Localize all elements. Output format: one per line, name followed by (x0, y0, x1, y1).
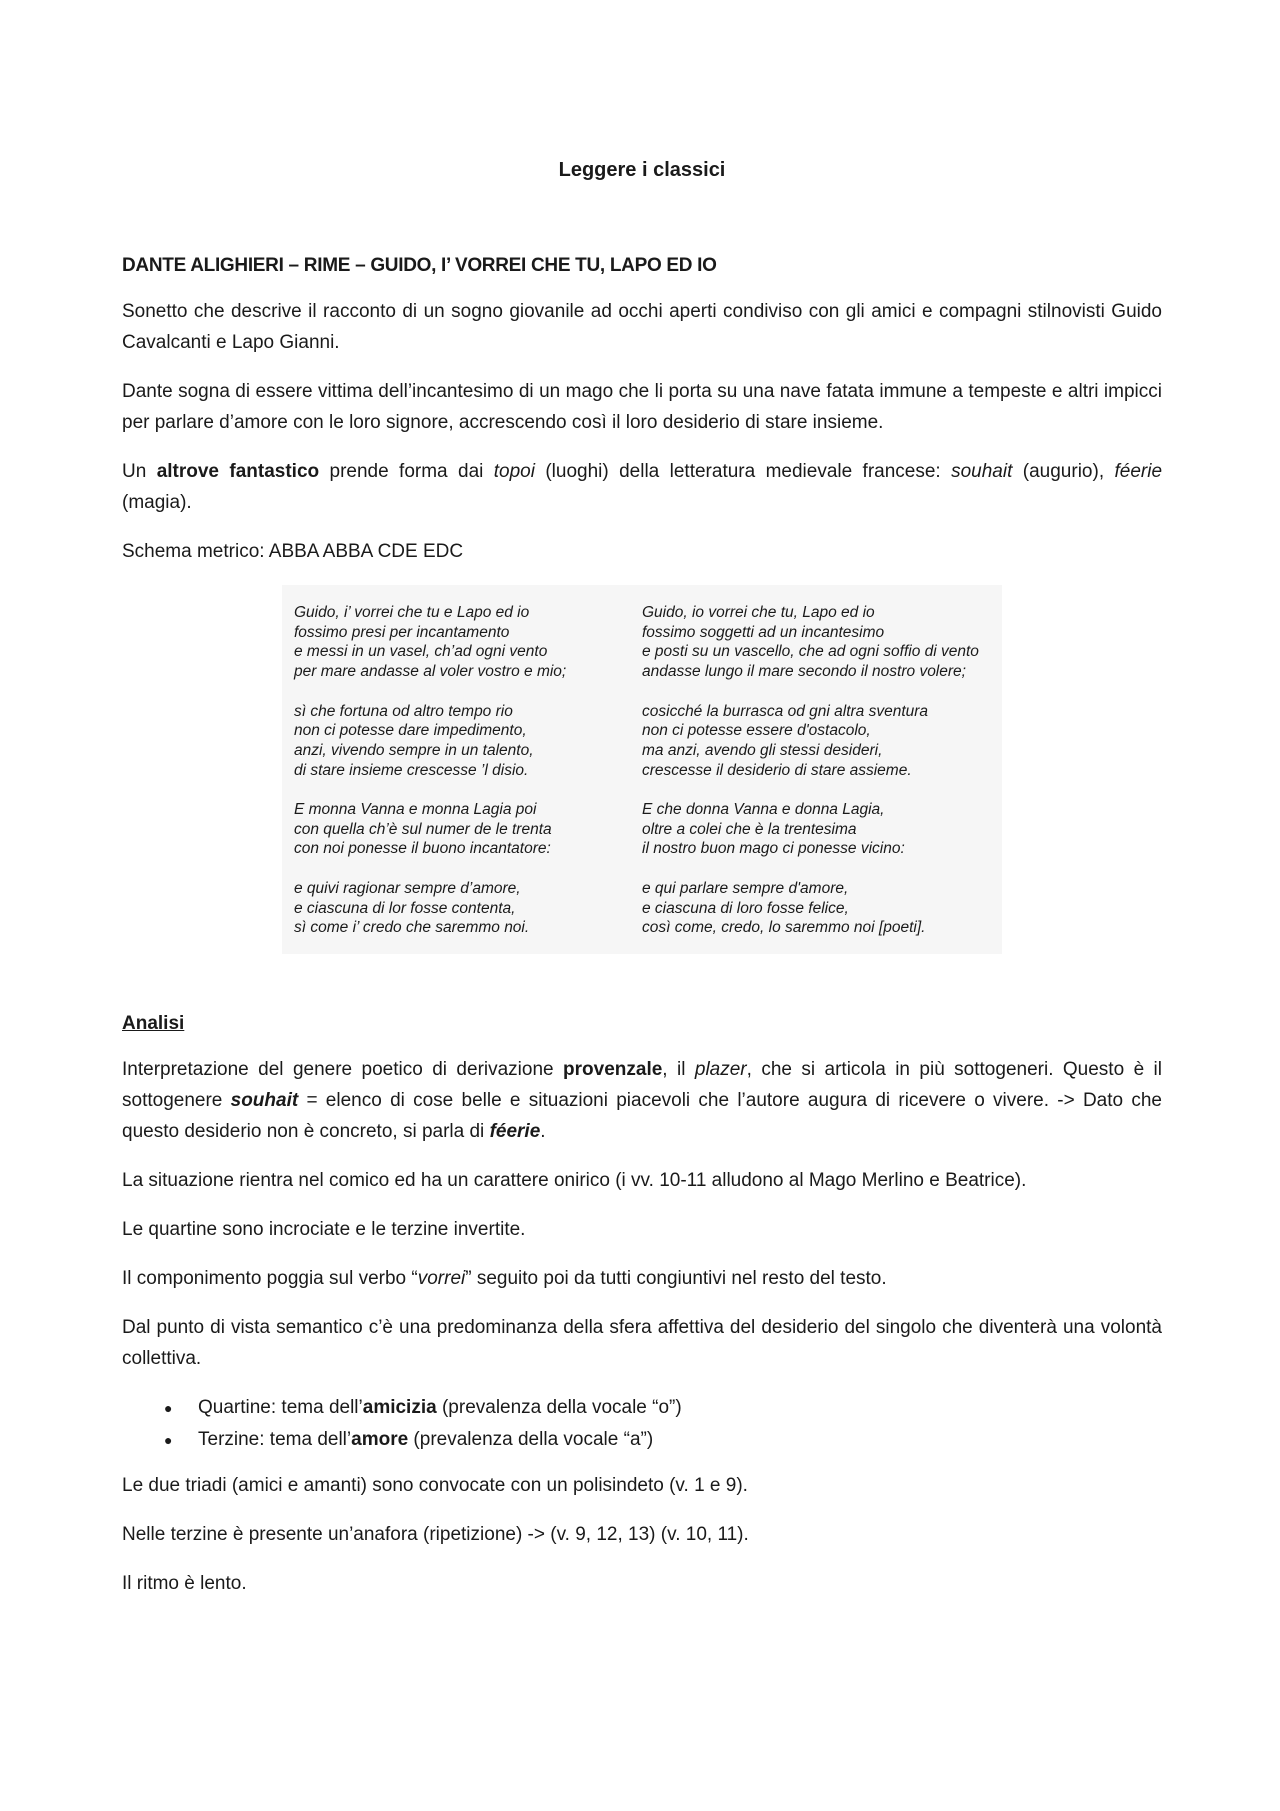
poem-verse: anzi, vivendo sempre in un talento, (294, 741, 534, 759)
altrove-paragraph (122, 456, 1162, 518)
poem-verse: fossimo soggetti ad un incantesimo (642, 623, 885, 641)
poem-verse: così come, credo, lo saremmo noi [poeti]. (642, 919, 926, 937)
poem-original-column (294, 603, 642, 938)
text-run: , che si articola in più sottogeneri. Questo è il sottogenere (122, 1058, 1163, 1111)
poem-stanza (642, 879, 982, 938)
italic-term: topoi (493, 461, 535, 482)
analisi-paragraph-comic: La situazione rientra nel comico ed ha un carattere onirico (i vv. 10-11 alludono al Mago Merlino e Beatrice). (122, 1169, 1027, 1191)
poem-verse: e qui parlare sempre d'amore, (642, 879, 849, 897)
poem-verse: E che donna Vanna e donna Lagia, (642, 801, 885, 818)
text-run: prende forma dai (319, 461, 494, 482)
poem-verse: ma anzi, avendo gli stessi desideri, (642, 741, 883, 759)
poem-verse: non ci potesse essere d'ostacolo, (642, 722, 871, 740)
poem-verse: Guido, io vorrei che tu, Lapo ed io (642, 604, 875, 621)
analisi-paragraph-semantic: Dal punto di vista semantico c’è una predominanza della sfera affettiva del desiderio del singolo che diventerà una volontà collettiva. (122, 1316, 1162, 1369)
poem-stanza (294, 800, 634, 859)
themes-list (122, 1392, 1162, 1456)
text-run: (prevalenza della vocale “a”) (408, 1428, 654, 1450)
italic-term: féerie (1114, 461, 1163, 482)
poem-translation-column (642, 603, 990, 938)
text-run: ” seguito poi da tutti congiuntivi nel resto del testo. (465, 1267, 887, 1289)
analisi-paragraph-verb (122, 1263, 1162, 1294)
text-run: Interpretazione del genere poetico di derivazione (122, 1058, 564, 1080)
italic-term: souhait (951, 461, 1013, 482)
metric-scheme: Schema metrico: ABBA ABBA CDE EDC (122, 541, 464, 562)
poem-verse: di stare insieme crescesse ’l disio. (294, 761, 529, 779)
poem-verse: sì come i’ credo che saremmo noi. (294, 919, 530, 937)
text-run: Il componimento poggia sul verbo “ (122, 1267, 418, 1289)
text-run: Un (122, 461, 157, 482)
bold-term: altrove fantastico (156, 461, 320, 482)
text-run: Quartine: tema dell’ (198, 1396, 363, 1418)
document-content (122, 152, 1162, 1617)
poem-verse: andasse lungo il mare secondo il nostro volere; (642, 663, 966, 681)
poem-verse: e messi in un vasel, ch’ad ogni vento (294, 643, 548, 661)
poem-stanza (642, 800, 982, 859)
intro-paragraph: Sonetto che descrive il racconto di un sogno giovanile ad occhi aperti condiviso con gli amici e compagni stilnovisti Guido Cavalcanti e Lapo Gianni. (122, 301, 1162, 353)
poem-stanza (294, 603, 634, 682)
bold-term: provenzale (563, 1058, 663, 1080)
italic-term: vorrei (417, 1267, 466, 1289)
text-run: (magia). (122, 492, 192, 513)
poem-verse: Guido, i’ vorrei che tu e Lapo ed io (294, 604, 530, 621)
poem-verse: con noi ponesse il buono incantatore: (294, 840, 551, 858)
poem-verse: per mare andasse al voler vostro e mio; (294, 663, 567, 681)
poem-verse: e ciascuna di loro fosse felice, (642, 899, 849, 917)
poem-stanza (642, 702, 982, 781)
poem-box (282, 585, 1002, 954)
summary-paragraph: Dante sogna di essere vittima dell’incantesimo di un mago che li porta su una nave fatata immune a tempeste e altri impicci per parlare d’amore con le loro signore, accrescendo così il loro desiderio di stare insieme. (122, 381, 1162, 433)
text-run: Terzine: tema dell’ (198, 1428, 352, 1450)
analisi-heading: Analisi (122, 1012, 185, 1034)
poem-verse: e posti su un vascello, che ad ogni soffio di vento (642, 643, 979, 661)
poem-verse: con quella ch’è sul numer de le trenta (294, 820, 552, 838)
section-heading: DANTE ALIGHIERI – RIME – GUIDO, I’ VORREI CHE TU, LAPO ED IO (122, 255, 717, 276)
text-run: (luoghi) della letteratura medievale francese: (534, 461, 952, 482)
poem-verse: fossimo presi per incantamento (294, 623, 510, 641)
text-run: , il (662, 1058, 695, 1080)
poem-verse: non ci potesse dare impedimento, (294, 722, 527, 740)
text-run: . (540, 1120, 546, 1142)
bold-term: amicizia (362, 1396, 437, 1418)
poem-verse: il nostro buon mago ci ponesse vicino: (642, 840, 905, 858)
document-title: Leggere i classici (558, 159, 726, 181)
poem-verse: cosicché la burrasca od gni altra sventura (642, 702, 929, 720)
bold-term: amore (351, 1428, 409, 1450)
poem-stanza (294, 879, 634, 938)
text-run: (augurio), (1012, 461, 1115, 482)
analisi-paragraph-anaphora: Nelle terzine è presente un’anafora (ripetizione) -> (v. 9, 12, 13) (v. 10, 11). (122, 1523, 749, 1545)
analisi-paragraph-stanzas: Le quartine sono incrociate e le terzine invertite. (122, 1218, 526, 1240)
poem-stanza (642, 603, 982, 682)
poem-stanza (294, 702, 634, 781)
analisi-paragraph-triads: Le due triadi (amici e amanti) sono convocate con un polisindeto (v. 1 e 9). (122, 1474, 748, 1496)
poem-verse: e ciascuna di lor fosse contenta, (294, 899, 516, 917)
analisi-paragraph-rhythm: Il ritmo è lento. (122, 1572, 247, 1594)
poem-verse: sì che fortuna od altro tempo rio (294, 702, 513, 720)
bold-italic-term: souhait (230, 1089, 299, 1111)
text-run: = elenco di cose belle e situazioni piacevoli che l’autore augura di ricevere o vivere. -> Dato che questo desiderio non è concreto, si parla di (122, 1089, 1162, 1142)
bold-italic-term: féerie (489, 1120, 541, 1142)
analisi-paragraph-genre (122, 1054, 1162, 1147)
poem-verse: E monna Vanna e monna Lagia poi (294, 801, 537, 818)
poem-verse: e quivi ragionar sempre d’amore, (294, 879, 521, 897)
poem-verse: oltre a colei che è la trentesima (642, 820, 857, 838)
poem-verse: crescesse il desiderio di stare assieme. (642, 761, 912, 779)
list-item (164, 1392, 1162, 1424)
text-run: (prevalenza della vocale “o”) (436, 1396, 682, 1418)
italic-term: plazer (694, 1058, 747, 1080)
list-item (164, 1424, 1162, 1456)
